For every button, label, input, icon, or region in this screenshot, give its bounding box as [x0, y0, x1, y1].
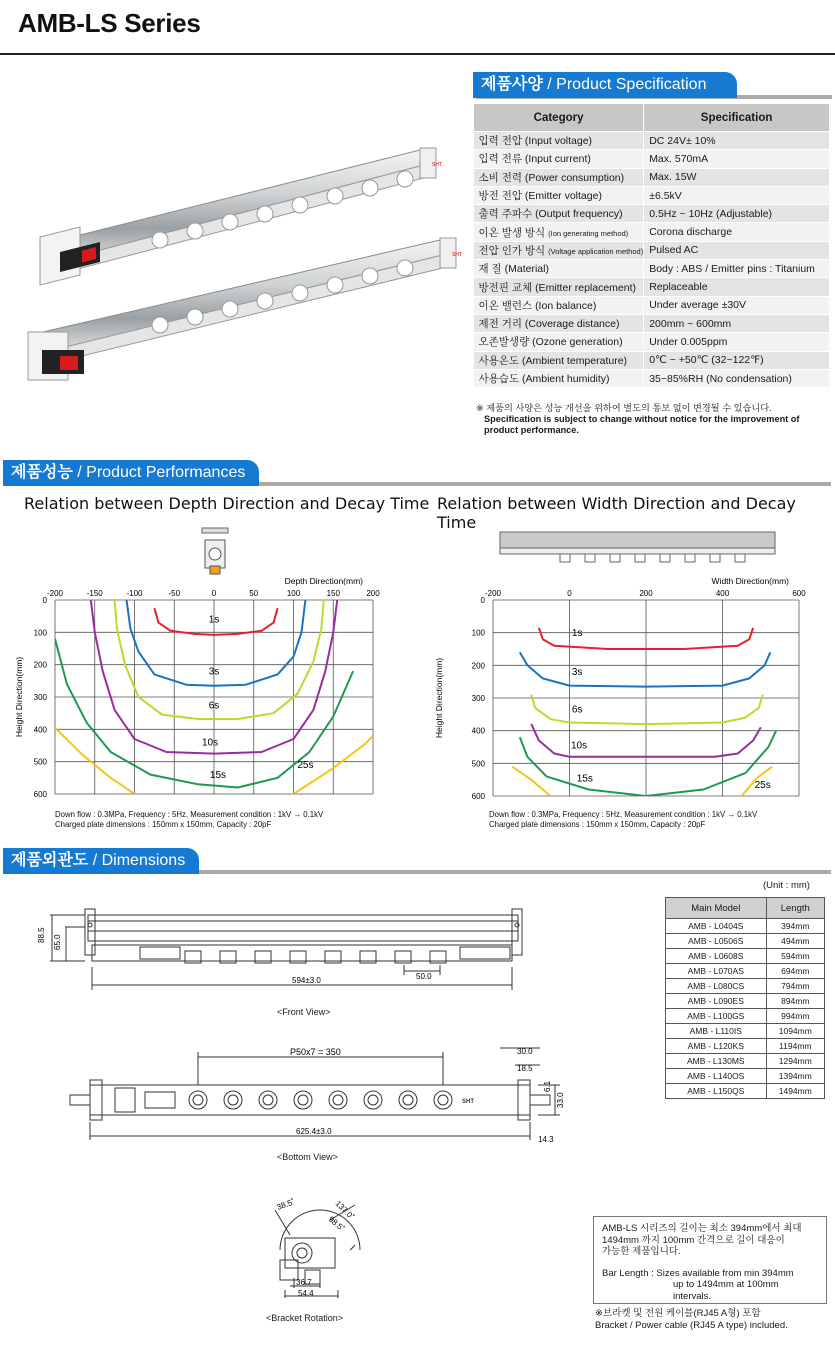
- model-name: AMB - L0608S: [666, 949, 767, 964]
- svg-text:SHT: SHT: [452, 252, 462, 258]
- spec-value: 0.5Hz ~ 10Hz (Adjustable): [644, 205, 830, 223]
- model-row: [666, 1069, 825, 1084]
- decay-label: 3s: [208, 666, 220, 678]
- spec-row: [474, 150, 830, 168]
- spec-category: 방전 전압 (Emitter voltage): [474, 186, 644, 204]
- title-divider: [0, 53, 835, 55]
- series-line-3s: [520, 652, 771, 686]
- angle-137-0: 137.0˚: [333, 1199, 356, 1222]
- front-view-label: <Front View>: [277, 1007, 331, 1017]
- decay-label: 6s: [571, 704, 583, 716]
- chart-depth-caption: Down flow : 0.3MPa, Frequency : 5Hz, Measurement condition : 1kV → 0.1kV Charged plate dimensions : 150mm x 150mm, Capacity : 20pF: [55, 810, 324, 829]
- spec-row: [474, 260, 830, 278]
- x-tick-label: -200: [46, 589, 64, 598]
- dim-30-0: 30.0: [517, 1047, 533, 1056]
- model-length: 1194mm: [766, 1039, 824, 1054]
- chart-width-caption: Down flow : 0.3MPa, Frequency : 5Hz, Measurement condition : 1kV → 0.1kV Charged plate dimensions : 150mm x 150mm, Capacity : 20pF: [489, 810, 758, 829]
- spec-row: [474, 351, 830, 369]
- spec-value: Max. 15W: [644, 168, 830, 186]
- model-row: [666, 934, 825, 949]
- decay-label: 15s: [576, 773, 593, 785]
- y-tick-label: 0: [42, 596, 47, 605]
- spec-row: [474, 314, 830, 332]
- decay-label: 10s: [201, 737, 219, 749]
- x-tick-label: 100: [286, 589, 301, 598]
- x-tick-label: 50: [249, 589, 259, 598]
- decay-label: 1s: [208, 614, 220, 626]
- model-name: AMB - L110IS: [666, 1024, 767, 1039]
- model-length: 594mm: [766, 949, 824, 964]
- decay-label: 25s: [754, 779, 771, 791]
- model-row: [666, 1039, 825, 1054]
- page-title: AMB-LS Series: [18, 8, 201, 38]
- bottom-view-label: <Bottom View>: [277, 1152, 338, 1162]
- decay-label: 15s: [209, 769, 227, 781]
- spec-value: Body : ABS / Emitter pins : Titanium: [644, 260, 830, 278]
- spec-value: Max. 570mA: [644, 150, 830, 168]
- decay-label: 25s: [297, 760, 314, 772]
- spec-value: Corona discharge: [644, 223, 830, 241]
- model-length: 694mm: [766, 964, 824, 979]
- x-tick-label: 200: [639, 589, 653, 598]
- series-line-6s: [531, 695, 762, 724]
- x-tick-label: 0: [567, 589, 572, 598]
- chart-width-title: Relation between Width Direction and Decay Time: [437, 494, 796, 532]
- pitch-label: P50x7 = 350: [290, 1047, 341, 1057]
- spec-category: 제전 거리 (Coverage distance): [474, 314, 644, 332]
- x-tick-label: -50: [168, 589, 181, 598]
- y-tick-label: 300: [471, 694, 485, 703]
- spec-category: 출력 주파수 (Output frequency): [474, 205, 644, 223]
- unit-label: (Unit : mm): [763, 880, 810, 891]
- spec-category: 재 질 (Material): [474, 260, 644, 278]
- model-name: AMB - L130MS: [666, 1054, 767, 1069]
- x-tick-label: -200: [484, 589, 502, 598]
- y-axis-label: Height Direction(mm): [14, 656, 24, 738]
- spec-header-specification: Specification: [644, 104, 830, 132]
- spec-row: [474, 296, 830, 314]
- spec-value: Under average ±30V: [644, 296, 830, 314]
- model-header-length: Length: [766, 898, 824, 919]
- model-length: 1094mm: [766, 1024, 824, 1039]
- dim-88-5: 88.5: [37, 927, 46, 943]
- spec-category: 방전핀 교체 (Emitter replacement): [474, 278, 644, 296]
- decay-label: 6s: [208, 700, 220, 712]
- spec-header-category: Category: [474, 104, 644, 132]
- spec-table: [473, 103, 830, 388]
- model-length: 894mm: [766, 994, 824, 1009]
- spec-value: 35~85%RH (No condensation): [644, 369, 830, 387]
- y-tick-label: 400: [33, 725, 47, 735]
- dim-625-4: 625.4±3.0: [296, 1127, 332, 1136]
- chart-depth-decay: [10, 520, 410, 810]
- spec-category: 이온 발생 방식 (Ion generating method): [474, 223, 644, 241]
- spec-value: 200mm ~ 600mm: [644, 314, 830, 332]
- model-row: [666, 964, 825, 979]
- model-row: [666, 994, 825, 1009]
- spec-category: 입력 전류 (Input current): [474, 150, 644, 168]
- x-tick-label: 0: [211, 589, 217, 598]
- y-tick-label: 500: [33, 757, 47, 767]
- spec-category: 사용습도 (Ambient humidity): [474, 369, 644, 387]
- y-tick-label: 600: [471, 792, 485, 801]
- model-name: AMB - L100GS: [666, 1009, 767, 1024]
- spec-row: [474, 333, 830, 351]
- spec-row: [474, 223, 830, 241]
- dim-594: 594±3.0: [292, 976, 321, 985]
- model-row: [666, 1054, 825, 1069]
- model-name: AMB - L090ES: [666, 994, 767, 1009]
- model-length: 1394mm: [766, 1069, 824, 1084]
- model-length: 394mm: [766, 919, 824, 934]
- svg-text:SHT: SHT: [432, 162, 442, 168]
- chart-width-decay: [430, 520, 830, 810]
- spec-category: 소비 전력 (Power consumption): [474, 168, 644, 186]
- perf-section-tab: 제품성능 / Product Performances: [3, 460, 259, 486]
- dim-50-0: 50.0: [416, 972, 432, 981]
- model-row: [666, 919, 825, 934]
- dim-65-0: 65.0: [53, 934, 62, 950]
- dim-54-4: 54.4: [298, 1289, 314, 1298]
- spec-category: 이온 밸런스 (Ion balance): [474, 296, 644, 314]
- model-length: 994mm: [766, 1009, 824, 1024]
- y-tick-label: 100: [471, 628, 485, 638]
- spec-category: 사용온도 (Ambient temperature): [474, 351, 644, 369]
- model-table: [665, 897, 825, 1099]
- model-row: [666, 979, 825, 994]
- model-name: AMB - L120KS: [666, 1039, 767, 1054]
- spec-value: DC 24V± 10%: [644, 132, 830, 150]
- x-tick-label: 600: [792, 589, 806, 598]
- y-tick-label: 200: [33, 660, 47, 670]
- spec-value: ±6.5kV: [644, 186, 830, 204]
- spec-row: [474, 205, 830, 223]
- spec-section-tab: 제품사양 / Product Specification: [473, 72, 737, 98]
- decay-label: 1s: [571, 627, 583, 639]
- product-photo: [20, 130, 480, 400]
- model-length: 1294mm: [766, 1054, 824, 1069]
- dim-18-5: 18.5: [517, 1064, 533, 1073]
- spec-category: 입력 전압 (Input voltage): [474, 132, 644, 150]
- spec-value: Pulsed AC: [644, 241, 830, 259]
- y-axis-label: Height Direction(mm): [434, 657, 444, 739]
- angle-38-5: 38.5˚: [275, 1197, 296, 1212]
- spec-row: [474, 168, 830, 186]
- decay-label: 3s: [571, 667, 583, 679]
- spec-value: Replaceable: [644, 278, 830, 296]
- spec-row: [474, 369, 830, 387]
- ionizer-head-icon: [202, 528, 228, 574]
- spec-row: [474, 132, 830, 150]
- spec-value: Under 0.005ppm: [644, 333, 830, 351]
- x-tick-label: -150: [86, 589, 103, 598]
- dim-36-7: 36.7: [296, 1278, 312, 1287]
- spec-category: 전압 인가 방식 (Voltage application method): [474, 241, 644, 259]
- spec-row: [474, 241, 830, 259]
- model-name: AMB - L0404S: [666, 919, 767, 934]
- dim-6-1: 6.1: [543, 1080, 552, 1092]
- series-line-25s: [512, 767, 550, 796]
- model-header-main: Main Model: [666, 898, 767, 919]
- spec-row: [474, 186, 830, 204]
- model-row: [666, 949, 825, 964]
- dim-section-tab: 제품외관도 / Dimensions: [3, 848, 199, 874]
- model-name: AMB - L140OS: [666, 1069, 767, 1084]
- length-note-box: AMB-LS 시리즈의 길이는 최소 394mm에서 최대 1494mm 까지 100mm 간격으로 길이 대응이 가능한 제품입니다. Bar Length : Sizes available from min 394mm up to 1494mm at 100mm intervals.: [593, 1216, 827, 1304]
- brand-mark: SHT: [462, 1099, 474, 1105]
- chart-depth-title: Relation between Depth Direction and Decay Time: [24, 494, 430, 513]
- decay-label: 10s: [571, 740, 588, 752]
- y-tick-label: 300: [33, 693, 47, 702]
- spec-category: 오존발생량 (Ozone generation): [474, 333, 644, 351]
- ionizer-bar-icon: [500, 532, 775, 562]
- x-tick-label: 150: [326, 589, 340, 598]
- dim-14-3: 14.3: [538, 1135, 554, 1144]
- model-name: AMB - L0506S: [666, 934, 767, 949]
- spec-note: ※ 제품의 사양은 성능 개선을 위하여 별도의 통보 없이 변경될 수 있습니다. Specification is subject to change without notice for the improvement of product performance.: [476, 403, 800, 435]
- y-tick-label: 500: [471, 759, 485, 769]
- model-row: [666, 1009, 825, 1024]
- bracket-rotation-drawing: [260, 1190, 380, 1305]
- model-row: [666, 1084, 825, 1099]
- dim-33-0: 33.0: [556, 1092, 565, 1108]
- y-tick-label: 400: [471, 726, 485, 736]
- model-length: 494mm: [766, 934, 824, 949]
- x-tick-label: 400: [715, 589, 730, 598]
- spec-row: [474, 278, 830, 296]
- x-tick-label: -100: [126, 589, 143, 598]
- x-tick-label: 200: [366, 589, 380, 598]
- model-length: 1494mm: [766, 1084, 824, 1099]
- model-name: AMB - L150QS: [666, 1084, 767, 1099]
- y-tick-label: 600: [33, 790, 47, 799]
- model-name: AMB - L080CS: [666, 979, 767, 994]
- bracket-cable-note: ※브라켓 및 전원 케이블(RJ45 A형) 포함 Bracket / Power cable (RJ45 A type) included.: [595, 1308, 788, 1331]
- bottom-view-drawing: [60, 1040, 570, 1150]
- model-row: [666, 1024, 825, 1039]
- y-tick-label: 200: [471, 661, 485, 671]
- model-name: AMB - L070AS: [666, 964, 767, 979]
- model-length: 794mm: [766, 979, 824, 994]
- y-tick-label: 100: [33, 628, 47, 638]
- front-view-drawing: [30, 895, 550, 1010]
- y-tick-label: 0: [480, 596, 485, 605]
- bracket-view-label: <Bracket Rotation>: [266, 1313, 344, 1323]
- angle-98-5: 98.5˚: [326, 1214, 347, 1234]
- x-axis-label: Width Direction(mm): [711, 576, 789, 586]
- spec-value: 0℃ ~ +50℃ (32~122℉): [644, 351, 830, 369]
- x-axis-label: Depth Direction(mm): [284, 576, 363, 586]
